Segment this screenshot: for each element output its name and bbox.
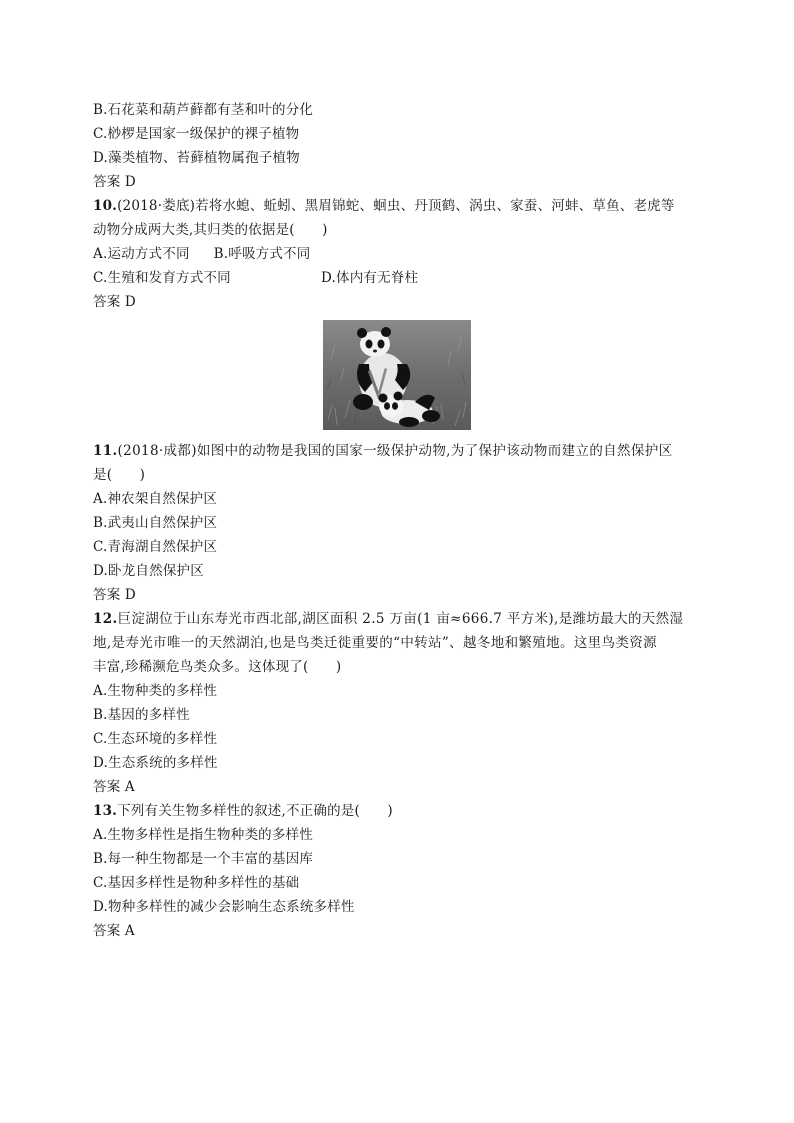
q13-option-d: D.物种多样性的减少会影响生态系统多样性 [93, 899, 355, 915]
panda-photo [323, 320, 471, 430]
q13-option-c: C.基因多样性是物种多样性的基础 [93, 875, 300, 891]
q12-stem-line-1: 12.巨淀湖位于山东寿光市西北部,湖区面积 2.5 万亩(1 亩≈666.7 平方米),是潍坊最大的天然湿 [93, 611, 684, 627]
q11-option-c: C.青海湖自然保护区 [93, 539, 218, 555]
q12-number: 12. [93, 611, 118, 627]
q9-option-c: C.桫椤是国家一级保护的裸子植物 [93, 126, 300, 142]
q9-answer: 答案 D [93, 174, 136, 190]
q10-option-a: A.运动方式不同 [93, 246, 190, 262]
q11-option-b: B.武夷山自然保护区 [93, 515, 218, 531]
q12-option-b: B.基因的多样性 [93, 707, 190, 723]
q10-stem-line-1: 10.(2018·娄底)若将水螅、蚯蚓、黑眉锦蛇、蛔虫、丹顶鹤、涡虫、家蚕、河蚌、草鱼、老虎等 [93, 198, 675, 214]
q10-options-ab [93, 242, 705, 266]
figure-container [93, 317, 705, 435]
q13-stem-line-1: 13.下列有关生物多样性的叙述,不正确的是( ) [93, 803, 393, 819]
q11-option-d: D.卧龙自然保护区 [93, 563, 204, 579]
document-page [93, 98, 705, 943]
q12-option-a: A.生物种类的多样性 [93, 683, 218, 699]
q11-number: 11. [93, 443, 118, 459]
q12-answer: 答案 A [93, 779, 135, 795]
q10-option-c: C.生殖和发育方式不同 [93, 270, 231, 286]
q13-number: 13. [93, 803, 118, 819]
q12-option-c: C.生态环境的多样性 [93, 731, 218, 747]
q10-answer: 答案 D [93, 294, 136, 310]
q12-option-d: D.生态系统的多样性 [93, 755, 218, 771]
q10-option-b: B.呼吸方式不同 [213, 246, 311, 262]
q10-option-d: D.体内有无脊柱 [321, 270, 419, 286]
q13-option-b: B.每一种生物都是一个丰富的基因库 [93, 851, 314, 867]
q9-option-b: B.石花菜和葫芦藓都有茎和叶的分化 [93, 102, 314, 118]
q12-stem-line-2: 地,是寿光市唯一的天然湖泊,也是鸟类迁徙重要的“中转站”、越冬地和繁殖地。这里鸟类资源 [93, 635, 657, 651]
q11-option-a: A.神农架自然保护区 [93, 491, 218, 507]
q9-option-d: D.藻类植物、苔藓植物属孢子植物 [93, 150, 300, 166]
q13-option-a: A.生物多样性是指生物种类的多样性 [93, 827, 313, 843]
q11-answer: 答案 D [93, 587, 136, 603]
q10-number: 10. [93, 198, 118, 214]
q10-stem-line-2: 动物分成两大类,其归类的依据是( ) [93, 222, 328, 238]
q11-stem-line-1: 11.(2018·成都)如图中的动物是我国的国家一级保护动物,为了保护该动物而建立的自然保护区 [93, 443, 673, 459]
q13-answer: 答案 A [93, 923, 135, 939]
q11-stem-line-2: 是( ) [93, 467, 146, 483]
q10-options-cd [93, 266, 705, 290]
q12-stem-line-3: 丰富,珍稀濒危鸟类众多。这体现了( ) [93, 659, 342, 675]
